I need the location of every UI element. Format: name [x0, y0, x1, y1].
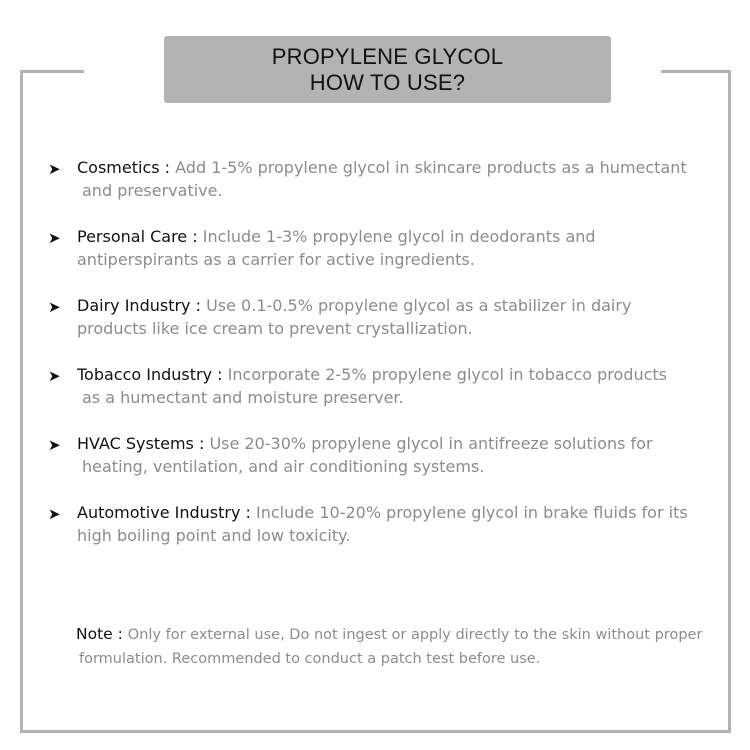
arrow-bullet-icon: ➤: [48, 367, 61, 385]
frame-left-line: [20, 70, 23, 733]
usage-label: Personal Care :: [77, 227, 203, 246]
usage-description-continued: and preservative.: [82, 181, 223, 200]
usage-description: Use 0.1-0.5% propylene glycol as a stabilizer in dairy: [206, 296, 632, 315]
arrow-bullet-icon: ➤: [48, 505, 61, 523]
usage-description-continued: as a humectant and moisture preserver.: [82, 388, 404, 407]
usage-description-continued: antiperspirants as a carrier for active ingredients.: [77, 250, 475, 269]
arrow-bullet-icon: ➤: [48, 298, 61, 316]
frame-top-right-line: [661, 70, 731, 73]
title-banner: [164, 36, 611, 103]
title-how-to-use: HOW TO USE?: [309, 69, 466, 95]
note-label: Note :: [76, 625, 128, 643]
usage-item-hvac-systems: [48, 432, 738, 478]
usage-label: Tobacco Industry :: [77, 365, 228, 384]
note-text: Only for external use, Do not ingest or apply directly to the skin without proper: [127, 627, 703, 643]
usage-item-tobacco-industry: [48, 363, 738, 409]
usage-label: Automotive Industry :: [77, 503, 257, 522]
usage-item-personal-care: [48, 225, 738, 271]
usage-label: Cosmetics :: [77, 158, 176, 177]
usage-description: Include 1-3% propylene glycol in deodorants and: [202, 227, 596, 246]
usage-description-continued: heating, ventilation, and air conditioning systems.: [82, 457, 485, 476]
usage-description-continued: high boiling point and low toxicity.: [77, 526, 351, 545]
arrow-bullet-icon: ➤: [48, 229, 61, 247]
arrow-bullet-icon: ➤: [48, 160, 61, 178]
usage-label: Dairy Industry :: [77, 296, 207, 315]
arrow-bullet-icon: ➤: [48, 436, 61, 454]
usage-description: Add 1-5% propylene glycol in skincare products as a humectant: [175, 158, 687, 177]
usage-item-dairy-industry: [48, 294, 738, 340]
usage-label: HVAC Systems :: [77, 434, 210, 453]
usage-description: Use 20-30% propylene glycol in antifreeze solutions for: [209, 434, 653, 453]
title-product-name: PROPYLENE GLYCOL: [271, 43, 504, 69]
usage-list: [48, 156, 738, 570]
usage-item-automotive-industry: [48, 501, 738, 547]
frame-top-left-line: [20, 70, 84, 73]
note-text-continued: formulation. Recommended to conduct a patch test before use.: [79, 651, 541, 667]
usage-description: Incorporate 2-5% propylene glycol in tobacco products: [227, 365, 668, 384]
usage-description-continued: products like ice cream to prevent crystallization.: [77, 319, 473, 338]
usage-description: Include 10-20% propylene glycol in brake fluids for its: [256, 503, 688, 522]
frame-bottom-line: [20, 730, 731, 733]
usage-item-cosmetics: [48, 156, 738, 202]
safety-note: [76, 622, 726, 671]
